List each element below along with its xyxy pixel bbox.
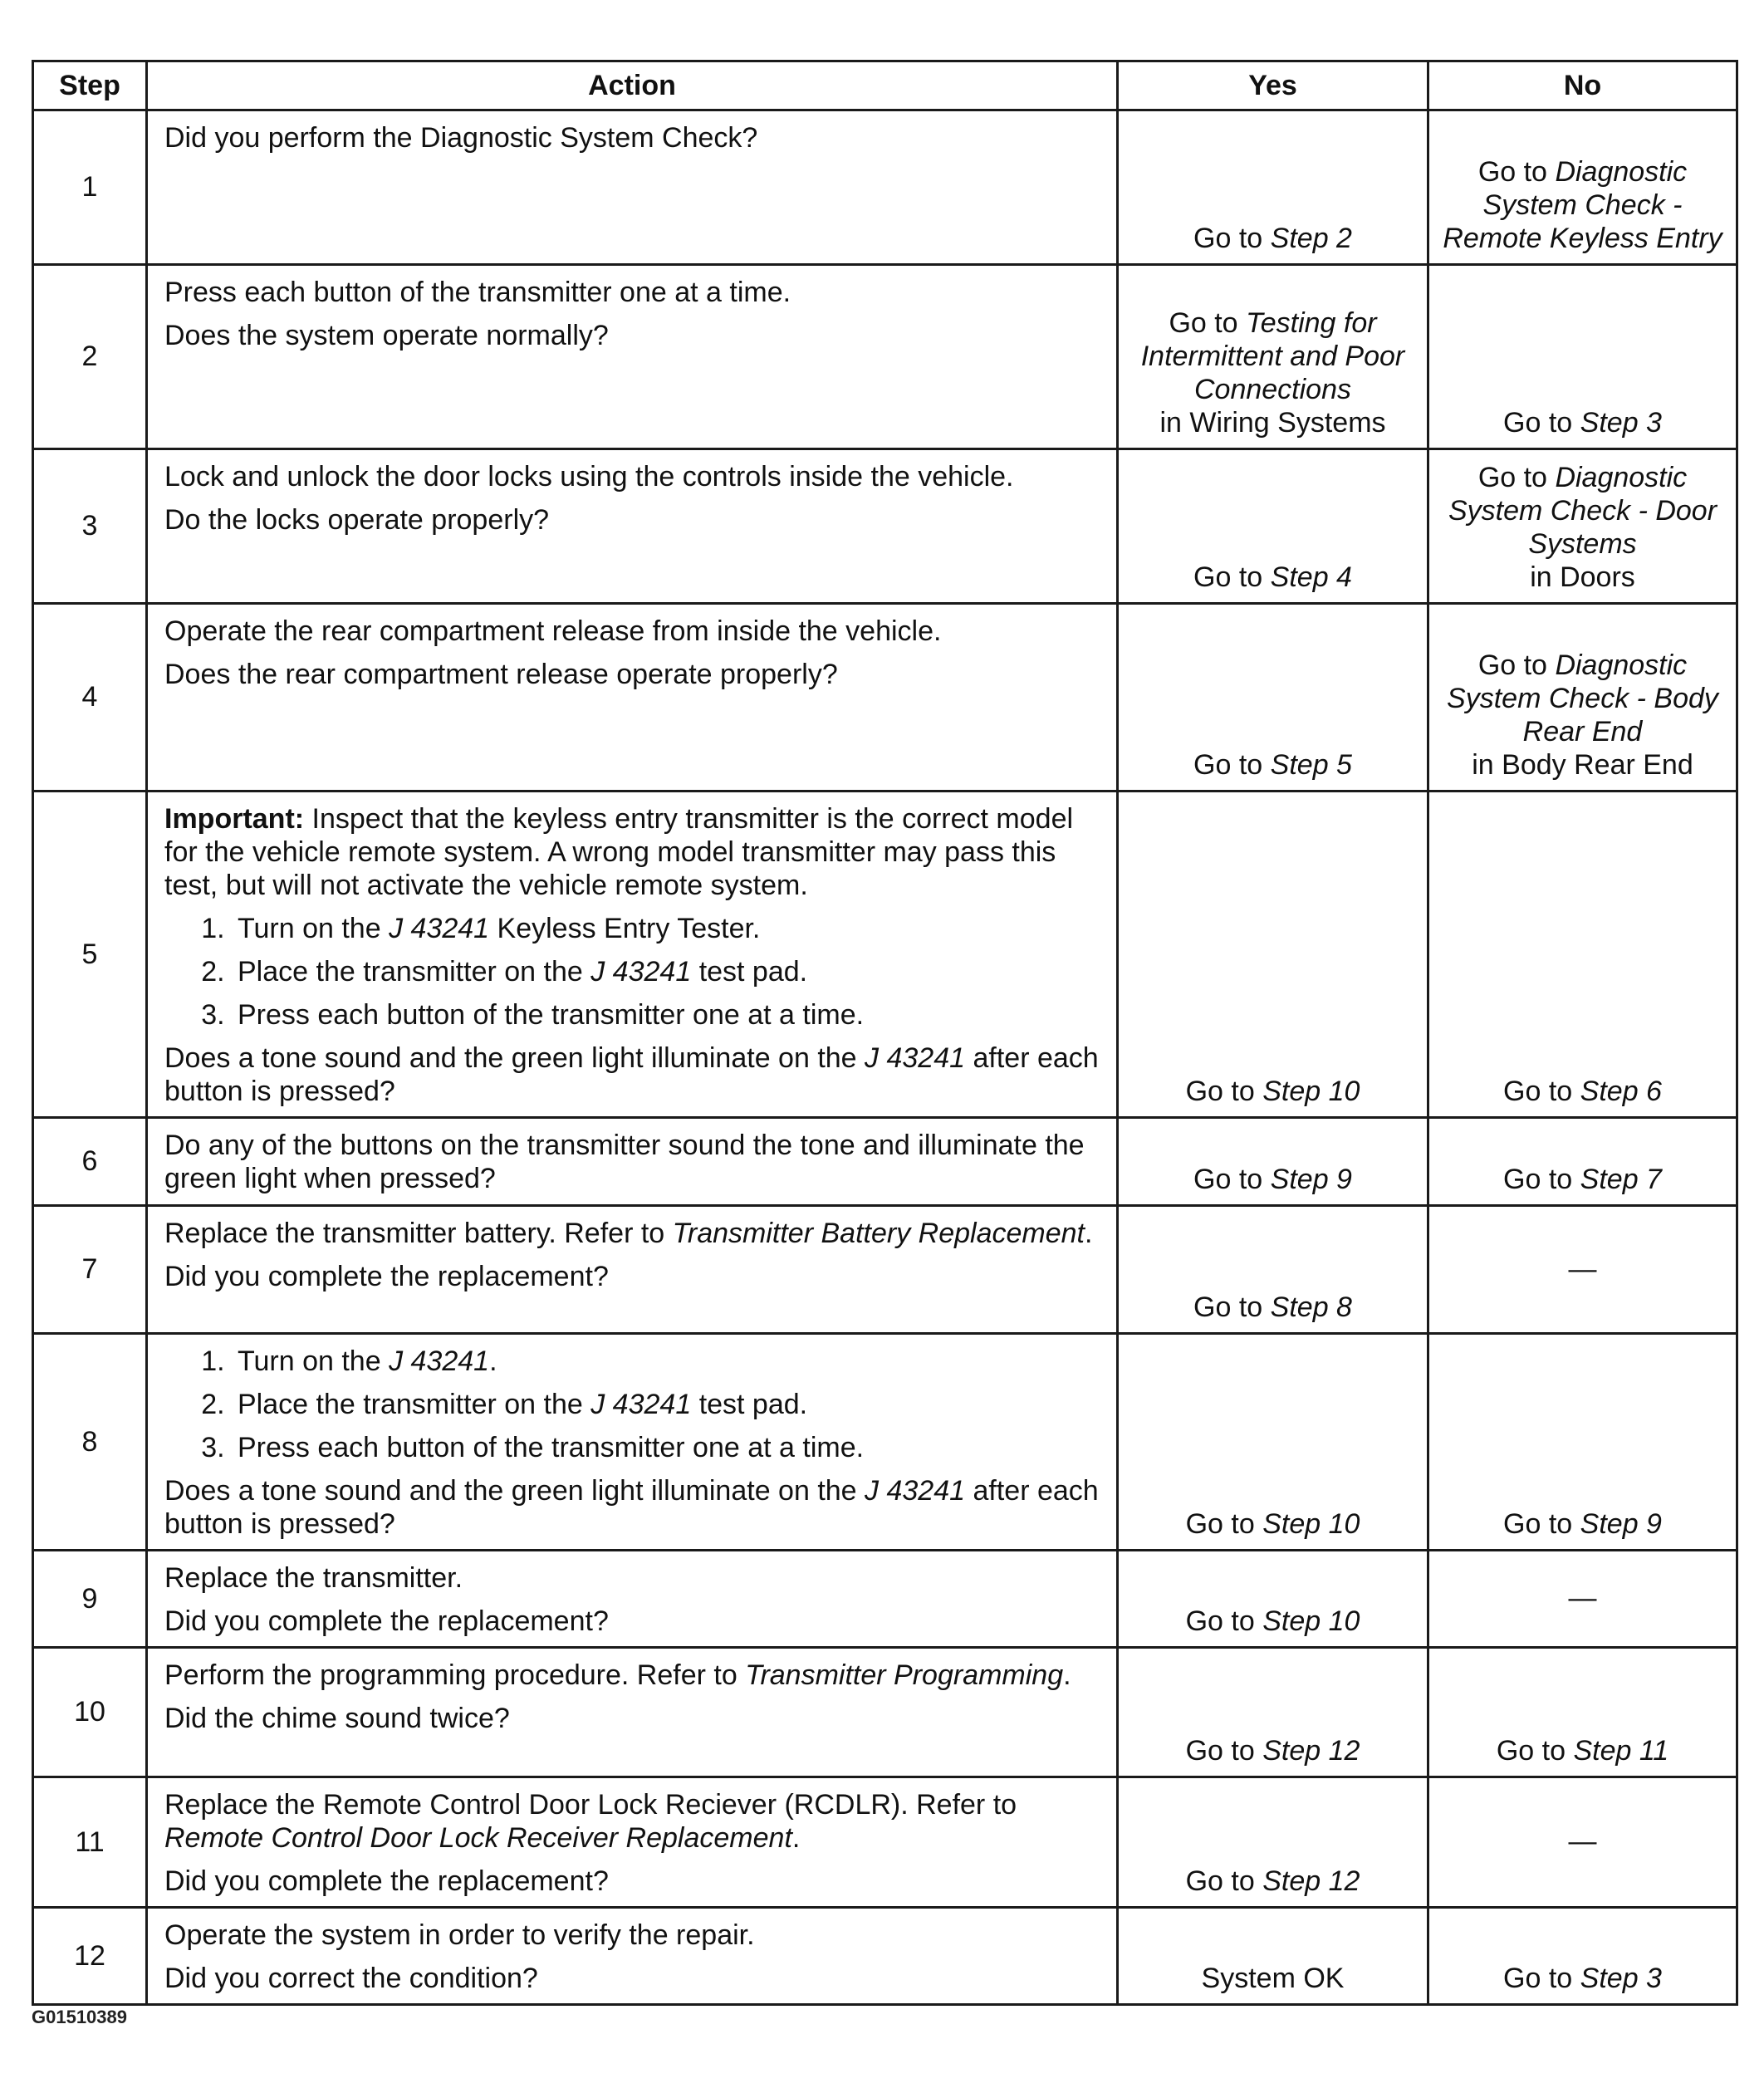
action-question: Does a tone sound and the green light illuminate on the J 43241 after each button is pressed? bbox=[164, 1042, 1099, 1107]
step-number: 6 bbox=[33, 1118, 147, 1206]
yes-cell bbox=[1118, 110, 1428, 265]
list-item: 2. Place the transmitter on the J 43241 test pad. bbox=[233, 1388, 1103, 1421]
yes-prefix: Go to bbox=[1185, 1508, 1255, 1540]
action-question: Did you complete the replacement? bbox=[164, 1865, 609, 1897]
yes-prefix: Go to bbox=[1185, 1076, 1255, 1107]
action-cell bbox=[147, 792, 1118, 1118]
table-row bbox=[33, 1551, 1737, 1648]
tool-ref: J 43241 bbox=[590, 1389, 692, 1420]
yes-link[interactable]: Step 12 bbox=[1262, 1735, 1360, 1767]
step-number: 7 bbox=[33, 1206, 147, 1334]
procedure-list bbox=[164, 912, 1103, 1032]
action-text: Did you perform the Diagnostic System Check? bbox=[164, 122, 758, 154]
yes-cell bbox=[1118, 1334, 1428, 1551]
action-cell bbox=[147, 449, 1118, 604]
no-cell bbox=[1428, 1648, 1737, 1777]
action-text: Replace the Remote Control Door Lock Reciever (RCDLR). Refer to Remote Control Door Lock Receiver Replacement. bbox=[164, 1789, 1017, 1854]
yes-link[interactable]: Step 2 bbox=[1270, 223, 1352, 254]
action-cell bbox=[147, 1908, 1118, 2005]
no-suffix: in Doors bbox=[1530, 561, 1635, 593]
yes-link[interactable]: Step 4 bbox=[1270, 561, 1352, 593]
list-item: 2. Place the transmitter on the J 43241 test pad. bbox=[233, 955, 1103, 988]
table-row bbox=[33, 265, 1737, 449]
no-link[interactable]: Step 11 bbox=[1573, 1735, 1669, 1767]
yes-suffix: in Wiring Systems bbox=[1159, 407, 1386, 439]
step-number: 2 bbox=[33, 265, 147, 449]
action-text: Operate the rear compartment release from inside the vehicle. bbox=[164, 615, 942, 647]
yes-prefix: Go to bbox=[1193, 749, 1263, 781]
step-number: 4 bbox=[33, 604, 147, 792]
no-cell bbox=[1428, 265, 1737, 449]
action-cell bbox=[147, 1648, 1118, 1777]
no-cell bbox=[1428, 449, 1737, 604]
action-cell bbox=[147, 1334, 1118, 1551]
list-item: 3. Press each button of the transmitter one at a time. bbox=[233, 1431, 1103, 1464]
header-row bbox=[33, 61, 1737, 110]
tool-ref: J 43241 bbox=[389, 913, 490, 944]
list-item: 1. Turn on the J 43241. bbox=[233, 1345, 1103, 1378]
no-prefix: Go to bbox=[1503, 1508, 1573, 1540]
action-question: Does a tone sound and the green light illuminate on the J 43241 after each button is pressed? bbox=[164, 1475, 1099, 1540]
yes-link[interactable]: Step 10 bbox=[1262, 1076, 1360, 1107]
action-text: Operate the system in order to verify the repair. bbox=[164, 1919, 755, 1951]
yes-cell bbox=[1118, 792, 1428, 1118]
action-question: Does the rear compartment release operate properly? bbox=[164, 659, 838, 690]
yes-prefix: Go to bbox=[1193, 561, 1263, 593]
list-item: 3. Press each button of the transmitter one at a time. bbox=[233, 998, 1103, 1032]
no-prefix: Go to bbox=[1503, 407, 1573, 439]
no-prefix: Go to bbox=[1477, 649, 1547, 681]
action-cell bbox=[147, 1118, 1118, 1206]
table-row bbox=[33, 1648, 1737, 1777]
no-cell bbox=[1428, 1334, 1737, 1551]
no-prefix: Go to bbox=[1477, 462, 1547, 493]
no-cell bbox=[1428, 110, 1737, 265]
no-prefix: Go to bbox=[1477, 156, 1547, 188]
yes-link[interactable]: Step 8 bbox=[1270, 1291, 1352, 1323]
table-row bbox=[33, 792, 1737, 1118]
step-number: 10 bbox=[33, 1648, 147, 1777]
reference-link[interactable]: Transmitter Battery Replacement bbox=[672, 1218, 1085, 1249]
action-question: Did you correct the condition? bbox=[164, 1963, 538, 1994]
action-cell bbox=[147, 1777, 1118, 1908]
yes-cell bbox=[1118, 1777, 1428, 1908]
yes-prefix: Go to bbox=[1185, 1605, 1255, 1637]
no-link[interactable]: Step 3 bbox=[1580, 1963, 1662, 1994]
yes-prefix: Go to bbox=[1169, 307, 1238, 339]
procedure-list bbox=[164, 1345, 1103, 1464]
yes-link[interactable]: Step 5 bbox=[1270, 749, 1352, 781]
table-row bbox=[33, 110, 1737, 265]
action-question: Did the chime sound twice? bbox=[164, 1703, 510, 1734]
step-number: 3 bbox=[33, 449, 147, 604]
yes-cell bbox=[1118, 265, 1428, 449]
no-prefix: Go to bbox=[1503, 1164, 1573, 1195]
no-suffix: in Body Rear End bbox=[1472, 749, 1693, 781]
action-question: Do any of the buttons on the transmitter sound the tone and illuminate the green light when pressed? bbox=[164, 1130, 1085, 1194]
reference-link[interactable]: Remote Control Door Lock Receiver Replacement bbox=[164, 1822, 792, 1854]
no-cell bbox=[1428, 604, 1737, 792]
step-number: 5 bbox=[33, 792, 147, 1118]
important-label: Important: bbox=[164, 803, 305, 835]
tool-ref: J 43241 bbox=[865, 1475, 966, 1507]
action-question: Did you complete the replacement? bbox=[164, 1261, 609, 1292]
step-number: 9 bbox=[33, 1551, 147, 1648]
yes-link[interactable]: Step 10 bbox=[1262, 1605, 1360, 1637]
no-link[interactable]: Step 7 bbox=[1580, 1164, 1662, 1195]
yes-cell bbox=[1118, 449, 1428, 604]
tool-ref: J 43241 bbox=[865, 1042, 966, 1074]
yes-cell bbox=[1118, 1648, 1428, 1777]
action-text: Perform the programming procedure. Refer to Transmitter Programming. bbox=[164, 1659, 1071, 1691]
table-row bbox=[33, 1334, 1737, 1551]
action-cell bbox=[147, 1551, 1118, 1648]
action-question: Do the locks operate properly? bbox=[164, 504, 550, 536]
no-link[interactable]: Diagnostic System Check - Body Rear End bbox=[1447, 649, 1718, 747]
no-prefix: Go to bbox=[1496, 1735, 1566, 1767]
action-text: Replace the transmitter. bbox=[164, 1562, 463, 1594]
action-question: Does the system operate normally? bbox=[164, 320, 609, 351]
action-text: Replace the transmitter battery. Refer to Transmitter Battery Replacement. bbox=[164, 1218, 1093, 1249]
action-cell bbox=[147, 604, 1118, 792]
no-link[interactable]: Step 3 bbox=[1580, 407, 1662, 439]
table-row bbox=[33, 449, 1737, 604]
step-number: 12 bbox=[33, 1908, 147, 2005]
no-cell bbox=[1428, 1118, 1737, 1206]
yes-prefix: Go to bbox=[1193, 1164, 1263, 1195]
header-action: Action bbox=[147, 61, 1118, 110]
yes-cell bbox=[1118, 604, 1428, 792]
action-question: Did you complete the replacement? bbox=[164, 1605, 609, 1637]
diagnostic-table bbox=[32, 60, 1738, 2006]
no-cell bbox=[1428, 1908, 1737, 2005]
header-step: Step bbox=[33, 61, 147, 110]
action-cell bbox=[147, 265, 1118, 449]
table-row bbox=[33, 1206, 1737, 1334]
action-text: Lock and unlock the door locks using the controls inside the vehicle. bbox=[164, 461, 1014, 493]
figure-id: G01510389 bbox=[32, 2007, 127, 2027]
yes-link[interactable]: Step 10 bbox=[1262, 1508, 1360, 1540]
tool-ref: J 43241 bbox=[389, 1345, 490, 1377]
important-note bbox=[164, 802, 1103, 902]
step-number: 1 bbox=[33, 110, 147, 265]
no-link[interactable]: Diagnostic System Check - Door Systems bbox=[1448, 462, 1717, 560]
header-yes: Yes bbox=[1118, 61, 1428, 110]
yes-cell bbox=[1118, 1118, 1428, 1206]
action-cell bbox=[147, 1206, 1118, 1334]
no-cell: — bbox=[1428, 1777, 1737, 1908]
no-link[interactable]: Diagnostic System Check - Remote Keyless Entry bbox=[1443, 156, 1722, 254]
step-number: 8 bbox=[33, 1334, 147, 1551]
no-cell: — bbox=[1428, 1206, 1737, 1334]
action-text: Press each button of the transmitter one at a time. bbox=[164, 277, 791, 308]
table-row bbox=[33, 1908, 1737, 2005]
tool-ref: J 43241 bbox=[590, 956, 692, 988]
header-no: No bbox=[1428, 61, 1737, 110]
yes-cell: System OK bbox=[1118, 1908, 1428, 2005]
no-cell bbox=[1428, 792, 1737, 1118]
table-row bbox=[33, 1777, 1737, 1908]
important-text: Inspect that the keyless entry transmitter is the correct model for the vehicle remote system. A wrong model transmitter may pass this test, but will not activate the vehicle remote system. bbox=[164, 803, 1074, 901]
action-cell bbox=[147, 110, 1118, 265]
yes-cell bbox=[1118, 1551, 1428, 1648]
no-link[interactable]: Step 9 bbox=[1580, 1508, 1662, 1540]
no-link[interactable]: Step 6 bbox=[1580, 1076, 1662, 1107]
yes-link[interactable]: Testing for Intermittent and Poor Connections bbox=[1140, 307, 1405, 405]
table-row bbox=[33, 1118, 1737, 1206]
no-cell: — bbox=[1428, 1551, 1737, 1648]
yes-cell bbox=[1118, 1206, 1428, 1334]
no-prefix: Go to bbox=[1503, 1076, 1573, 1107]
yes-prefix: Go to bbox=[1185, 1735, 1255, 1767]
yes-link[interactable]: Step 9 bbox=[1270, 1164, 1352, 1195]
step-number: 11 bbox=[33, 1777, 147, 1908]
list-item: 1. Turn on the J 43241 Keyless Entry Tester. bbox=[233, 912, 1103, 945]
table-row bbox=[33, 604, 1737, 792]
yes-prefix: Go to bbox=[1193, 223, 1263, 254]
yes-prefix: Go to bbox=[1193, 1291, 1263, 1323]
yes-prefix: Go to bbox=[1185, 1865, 1255, 1897]
no-prefix: Go to bbox=[1503, 1963, 1573, 1994]
reference-link[interactable]: Transmitter Programming bbox=[745, 1659, 1064, 1691]
yes-link[interactable]: Step 12 bbox=[1262, 1865, 1360, 1897]
